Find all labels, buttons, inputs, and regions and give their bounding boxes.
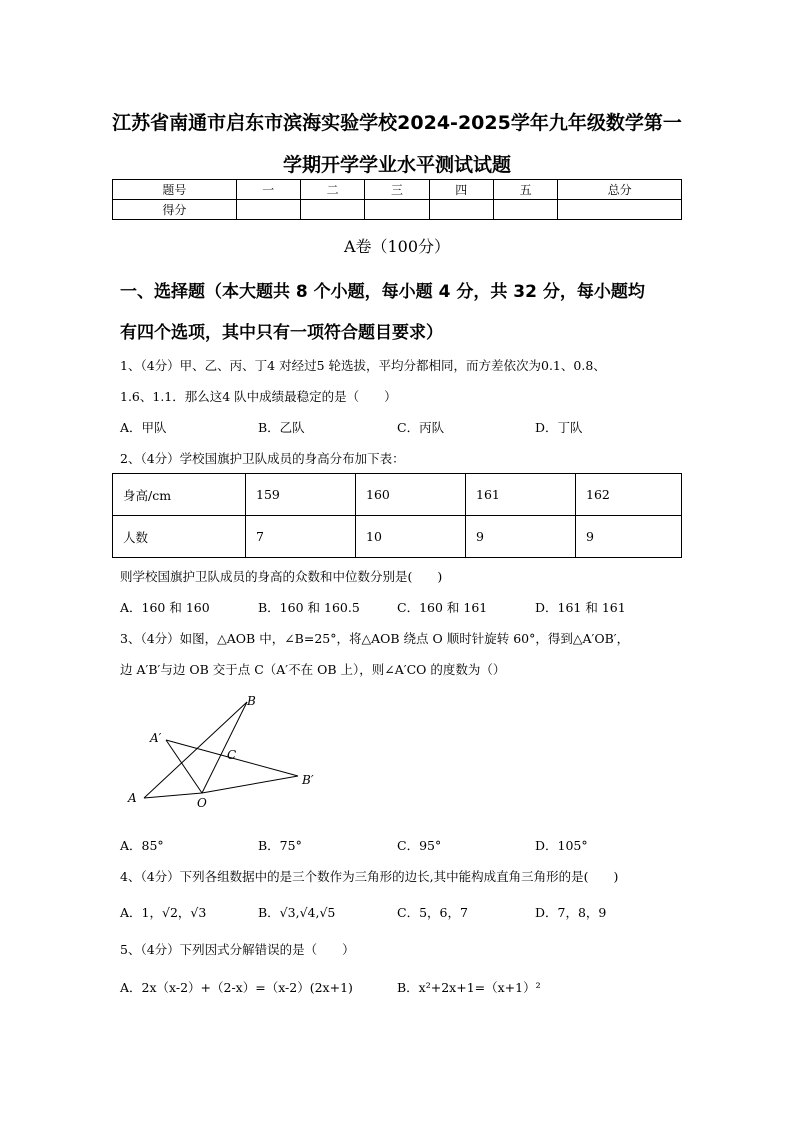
q2-stem-line2: 则学校国旗护卫队成员的身高的众数和中位数分别是( ) [120, 569, 443, 584]
height-cell: 160 [356, 474, 466, 516]
height-cell: 身高/cm [113, 474, 246, 516]
count-cell: 7 [246, 516, 356, 558]
section1-heading-line2: 有四个选项，其中只有一项符合题目要求） [120, 323, 443, 343]
q3-stem-line2: 边 A′B′与边 OB 交于点 C（A′不在 OB 上），则∠A′CO 的度数为（） [120, 662, 506, 677]
q1-stem-line2: 1.6、1.1．那么这4 队中成绩最稳定的是（ ） [120, 389, 397, 404]
q2-option-d: D．161 和 161 [535, 600, 626, 615]
section1-heading-line1: 一、选择题（本大题共 8 个小题，每小题 4 分，共 32 分，每小题均 [120, 282, 645, 302]
label-A-prime: A′ [150, 731, 162, 745]
height-cell: 161 [466, 474, 576, 516]
segment-OB [202, 702, 247, 793]
score-input-cell [236, 200, 300, 220]
exam-title-line2: 学期开学学业水平测试试题 [282, 154, 511, 176]
q3-option-b: B．75° [258, 838, 302, 853]
count-cell: 9 [576, 516, 682, 558]
score-input-cell [365, 200, 429, 220]
q3-option-c: C．95° [397, 838, 442, 853]
q2-stem: 2、（4分）学校国旗护卫队成员的身高分布加下表： [120, 451, 405, 466]
label-A: A [128, 791, 137, 805]
score-cell: 三 [365, 180, 429, 200]
q1-option-d: D．丁队 [535, 420, 583, 435]
q3-stem-line1: 3、（4分）如图，△AOB 中，∠B=25°，将△AOB 绕点 O 顺时针旋转 60°，得到△A′OB′， [120, 631, 630, 646]
q1-stem-line1: 1、（4分）甲、乙、丙、丁4 对经过5 轮选拔，平均分都相同，而方差依次为0.1、0.8、 [120, 358, 606, 373]
height-row [113, 474, 682, 516]
q5-stem: 5、（4分）下列因式分解错误的是（ ） [120, 942, 355, 957]
count-row [113, 516, 682, 558]
segment-AO [144, 793, 202, 798]
count-cell: 人数 [113, 516, 246, 558]
exam-title-line1: 江苏省南通市启东市滨海实验学校2024-2025学年九年级数学第一 [112, 112, 682, 134]
q4-option-c: C．5，6，7 [397, 905, 468, 920]
q2-option-a: A．160 和 160 [120, 600, 210, 615]
score-table [112, 179, 682, 220]
q4-option-b: B．√3,√4,√5 [258, 905, 336, 920]
q3-option-a: A．85° [120, 838, 164, 853]
q4-option-a: A．1，√2，√3 [120, 905, 207, 920]
section-a-heading: A卷（100分） [343, 237, 451, 256]
label-B-prime: B′ [302, 773, 314, 787]
score-cell: 一 [236, 180, 300, 200]
q2-option-c: C．160 和 161 [397, 600, 488, 615]
q1-option-c: C．丙队 [397, 420, 445, 435]
score-table-score-row [113, 200, 682, 220]
q2-option-b: B．160 和 160.5 [258, 600, 360, 615]
score-input-cell [493, 200, 557, 220]
q5-option-b: B．x²+2x+1=（x+1）² [397, 980, 541, 995]
score-cell: 二 [300, 180, 364, 200]
q4-option-d: D．7，8，9 [535, 905, 607, 920]
score-cell: 四 [429, 180, 493, 200]
score-cell: 总分 [558, 180, 682, 200]
q5-option-a: A．2x（x-2）+（2-x）=（x-2）(2x+1) [120, 980, 353, 995]
q1-option-a: A．甲队 [120, 420, 167, 435]
rotation-triangle-figure [120, 688, 330, 813]
label-O: O [197, 796, 207, 810]
q1-option-b: B．乙队 [258, 420, 305, 435]
score-input-cell [558, 200, 682, 220]
score-input-cell [300, 200, 364, 220]
score-cell: 得分 [113, 200, 237, 220]
score-cell: 题号 [113, 180, 237, 200]
score-cell: 五 [493, 180, 557, 200]
height-table [112, 473, 682, 558]
label-C: C [227, 748, 237, 762]
count-cell: 10 [356, 516, 466, 558]
label-B: B [247, 694, 256, 708]
score-table-header-row [113, 180, 682, 200]
height-cell: 159 [246, 474, 356, 516]
count-cell: 9 [466, 516, 576, 558]
q3-option-d: D．105° [535, 838, 588, 853]
score-input-cell [429, 200, 493, 220]
height-cell: 162 [576, 474, 682, 516]
segment-O-B-prime [202, 776, 298, 793]
q4-stem: 4、（4分）下列各组数据中的是三个数作为三角形的边长,其中能构成直角三角形的是( ) [120, 869, 619, 884]
